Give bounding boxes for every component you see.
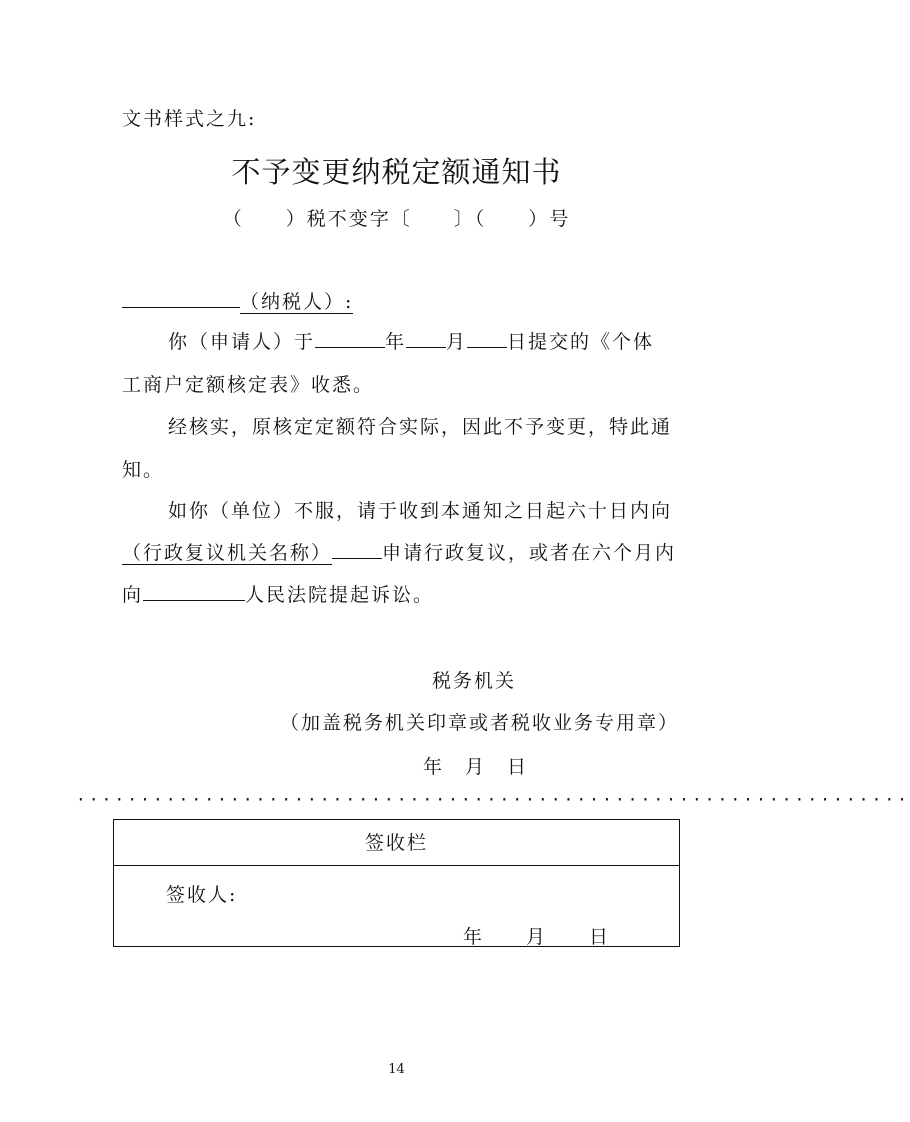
review-authority-blank-tail[interactable]: [332, 540, 382, 559]
tax-authority-name: 税务机关: [432, 670, 517, 692]
paragraph-3-line-2: [122, 538, 676, 565]
para3-line3-head: 向: [122, 584, 144, 606]
month-blank[interactable]: [406, 329, 446, 348]
receipt-signer-label: 签收人:: [166, 884, 238, 906]
court-name-blank[interactable]: [143, 582, 245, 601]
receipt-header: 签收栏: [114, 820, 679, 866]
paragraph-2-line-1: 经核实，原核定定额符合实际，因此不予变更，特此通: [168, 416, 673, 438]
para1-year: 年: [385, 331, 407, 353]
taxpayer-suffix: （纳税人）:: [240, 291, 354, 313]
review-authority-blank[interactable]: （行政复议机关名称）: [122, 542, 333, 564]
paragraph-2-line-2: 知。: [122, 459, 165, 481]
cut-line-separator: ·································································: [76, 790, 910, 809]
paragraph-3-line-3: [122, 580, 434, 607]
page-number: 14: [388, 1062, 405, 1077]
seal-note: （加盖税务机关印章或者税收业务专用章）: [280, 712, 680, 734]
para1-day-tail: 日提交的《个体: [507, 331, 655, 353]
year-blank[interactable]: [315, 329, 385, 348]
taxpayer-name-blank[interactable]: [122, 289, 240, 308]
paragraph-1-line-1: [168, 327, 654, 354]
receipt-section: [113, 819, 680, 947]
document-label: 文书样式之九:: [122, 108, 257, 130]
para1-month: 月: [446, 331, 468, 353]
taxpayer-line: [122, 287, 353, 314]
paragraph-1-line-2: 工商户定额核定表》收悉。: [122, 374, 375, 396]
issue-date: 年 月 日: [423, 756, 529, 778]
document-number: （ ）税不变字〔 〕（ ）号: [222, 208, 571, 230]
day-blank[interactable]: [467, 329, 507, 348]
receipt-date: 年 月 日: [463, 926, 611, 948]
para3-line2-tail: 申请行政复议，或者在六个月内: [382, 542, 677, 564]
para1-start: 你（申请人）于: [168, 331, 316, 353]
document-title: 不予变更纳税定额通知书: [231, 155, 562, 189]
para3-line3-tail: 人民法院提起诉讼。: [245, 584, 435, 606]
paragraph-3-line-1: 如你（单位）不服，请于收到本通知之日起六十日内向: [168, 500, 673, 522]
